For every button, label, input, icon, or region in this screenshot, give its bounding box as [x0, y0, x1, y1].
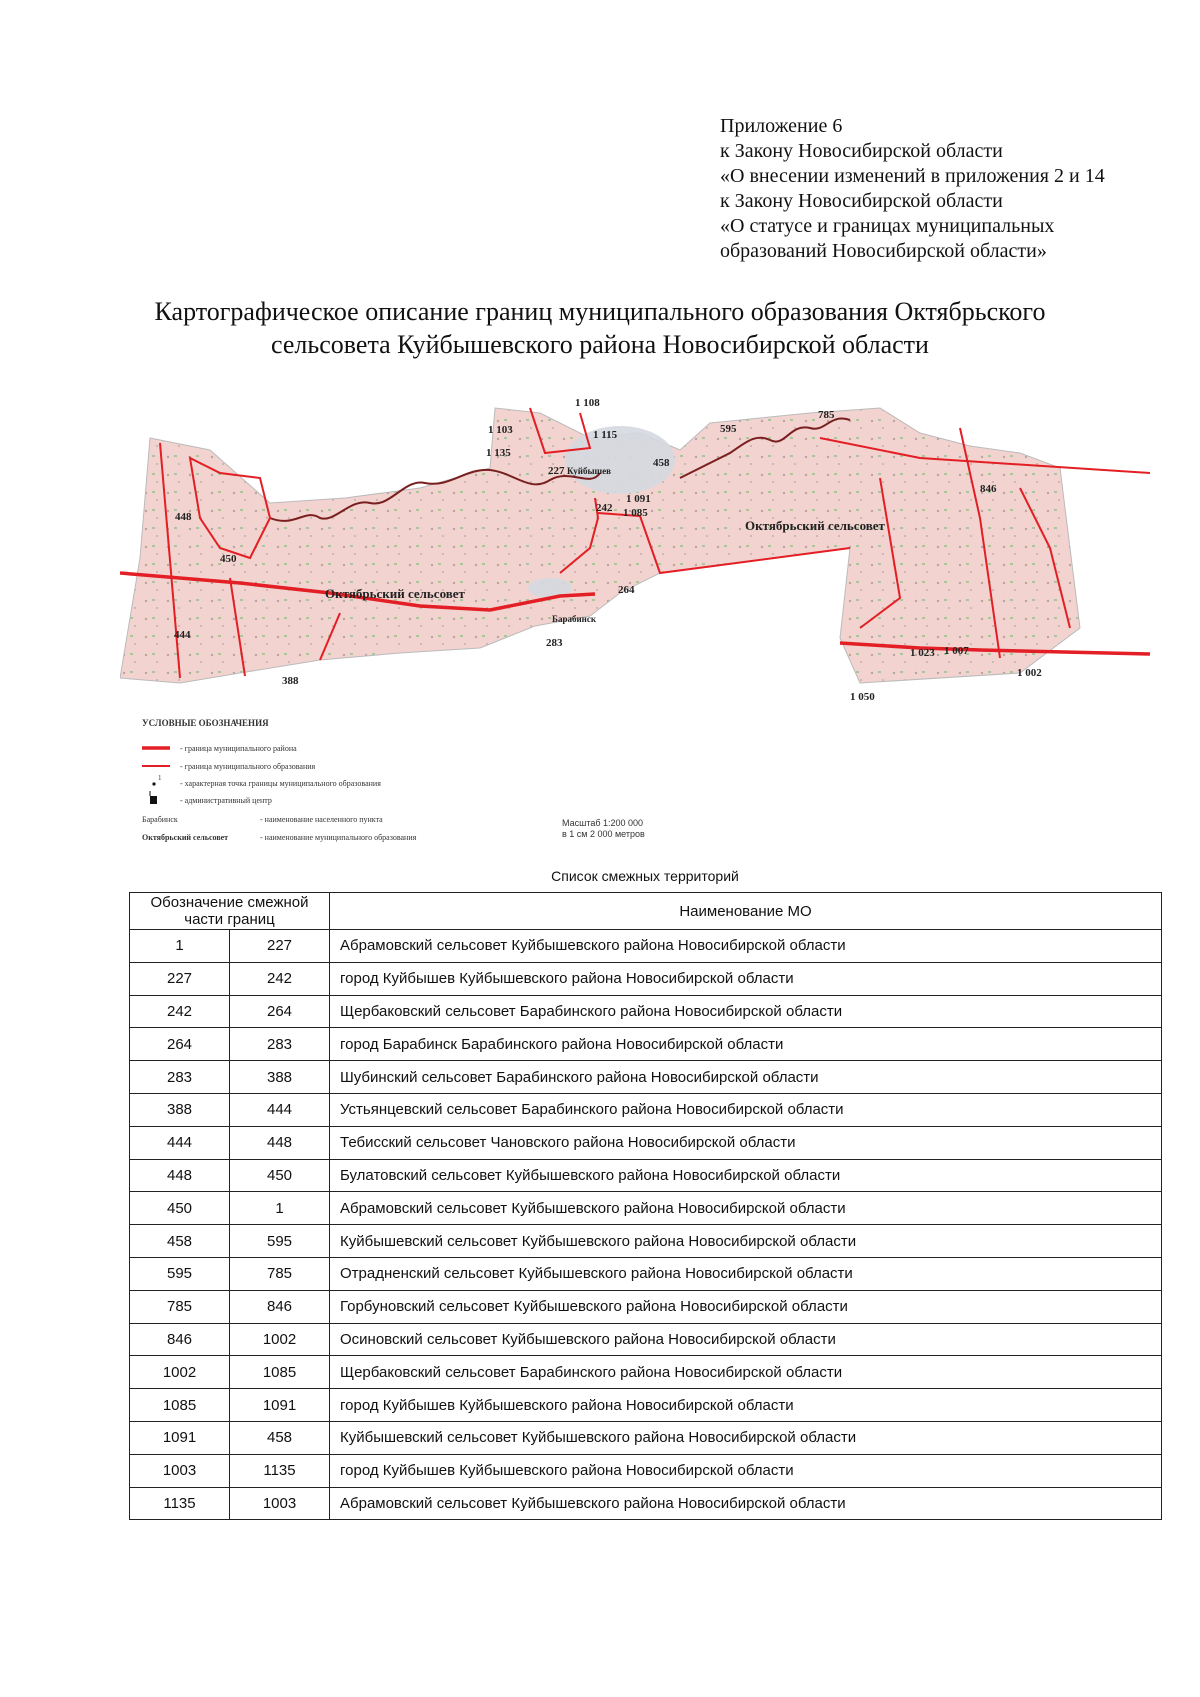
legend-point-text: - характерная точка границы муниципального образования	[180, 779, 381, 788]
appendix-line: Приложение 6	[720, 115, 843, 137]
point-label-1135: 1 135	[486, 447, 511, 459]
row-to-point: 1091	[230, 1389, 330, 1422]
row-to-point: 242	[230, 962, 330, 995]
point-label-595: 595	[720, 423, 737, 435]
point-label-227: 227	[548, 465, 565, 477]
row-mo-name: город Барабинск Барабинского района Новосибирской области	[330, 1028, 1162, 1061]
point-label-388: 388	[282, 675, 299, 687]
point-label-444: 444	[174, 629, 191, 641]
mo-name-east: Октябрьский сельсовет	[745, 518, 885, 533]
row-from-point: 595	[130, 1257, 230, 1290]
row-from-point: 450	[130, 1192, 230, 1225]
legend-admin-text: - административный центр	[180, 796, 272, 805]
point-label-450: 450	[220, 553, 237, 565]
scale-ratio: Масштаб 1:200 000	[562, 818, 644, 828]
point-label-1091: 1 091	[626, 493, 651, 505]
row-to-point: 785	[230, 1257, 330, 1290]
admin-center-icon	[150, 791, 157, 804]
table-row	[130, 1028, 1162, 1061]
legend-title: УСЛОВНЫЕ ОБОЗНАЧЕНИЯ	[142, 718, 269, 728]
point-label-242: 242	[596, 502, 613, 514]
point-label-1085: 1 085	[623, 507, 648, 519]
table-row	[130, 1257, 1162, 1290]
row-mo-name: Булатовский сельсовет Куйбышевского района Новосибирской области	[330, 1159, 1162, 1192]
point-label-1007: 1 007	[944, 645, 969, 657]
row-from-point: 444	[130, 1126, 230, 1159]
row-from-point: 227	[130, 962, 230, 995]
legend-mo-name-text: - наименование муниципального образования	[260, 833, 417, 842]
row-from-point: 388	[130, 1093, 230, 1126]
table-row	[130, 1159, 1162, 1192]
table-row	[130, 962, 1162, 995]
row-to-point: 458	[230, 1421, 330, 1454]
legend-settlement-sample: Барабинск	[142, 815, 178, 824]
row-mo-name: Абрамовский сельсовет Куйбышевского района Новосибирской области	[330, 1487, 1162, 1520]
row-from-point: 1002	[130, 1356, 230, 1389]
document-title-line-2: сельсовета Куйбышевского района Новосибирской области	[271, 330, 929, 359]
table-row	[130, 1061, 1162, 1094]
row-to-point: 283	[230, 1028, 330, 1061]
row-to-point: 450	[230, 1159, 330, 1192]
settlement-name-barabinsk: Барабинск	[552, 614, 597, 624]
header-boundary-points: Обозначение смежной части границ	[130, 893, 330, 930]
point-label-1115: 1 115	[593, 429, 618, 441]
row-mo-name: Абрамовский сельсовет Куйбышевского района Новосибирской области	[330, 930, 1162, 963]
row-to-point: 227	[230, 930, 330, 963]
point-label-1023: 1 023	[910, 647, 935, 659]
legend-settlement-text: - наименование населенного пункта	[260, 815, 383, 824]
table-row	[130, 1290, 1162, 1323]
point-label-846: 846	[980, 483, 997, 495]
table-row	[130, 1126, 1162, 1159]
point-label-264: 264	[618, 584, 635, 596]
table-row	[130, 995, 1162, 1028]
row-from-point: 448	[130, 1159, 230, 1192]
table-row	[130, 1389, 1162, 1422]
row-from-point: 1	[130, 930, 230, 963]
table-row	[130, 1323, 1162, 1356]
row-from-point: 264	[130, 1028, 230, 1061]
boundary-map-svg	[120, 398, 1150, 714]
row-from-point: 1003	[130, 1454, 230, 1487]
row-to-point: 388	[230, 1061, 330, 1094]
row-from-point: 846	[130, 1323, 230, 1356]
point-label-1103: 1 103	[488, 424, 513, 436]
row-to-point: 846	[230, 1290, 330, 1323]
table-row	[130, 1093, 1162, 1126]
row-mo-name: Шубинский сельсовет Барабинского района Новосибирской области	[330, 1061, 1162, 1094]
row-mo-name: Горбуновский сельсовет Куйбышевского района Новосибирской области	[330, 1290, 1162, 1323]
map-scale	[562, 818, 645, 840]
row-mo-name: Тебисский сельсовет Чановского района Новосибирской области	[330, 1126, 1162, 1159]
point-label-283: 283	[546, 637, 563, 649]
point-label-458: 458	[653, 457, 670, 469]
legend-point-icon	[152, 782, 155, 785]
row-mo-name: Абрамовский сельсовет Куйбышевского района Новосибирской области	[330, 1192, 1162, 1225]
row-from-point: 1085	[130, 1389, 230, 1422]
adjacent-territories-table	[129, 892, 1162, 1520]
boundary-map	[120, 398, 1150, 714]
table-body	[130, 930, 1162, 1520]
scale-description: в 1 см 2 000 метров	[562, 829, 645, 839]
row-mo-name: город Куйбышев Куйбышевского района Новосибирской области	[330, 962, 1162, 995]
table-row	[130, 1487, 1162, 1520]
adjacent-list-title: Список смежных территорий	[551, 868, 739, 884]
row-mo-name: Устьянцевский сельсовет Барабинского района Новосибирской области	[330, 1093, 1162, 1126]
row-mo-name: Щербаковский сельсовет Барабинского района Новосибирской области	[330, 995, 1162, 1028]
row-from-point: 283	[130, 1061, 230, 1094]
row-mo-name: Куйбышевский сельсовет Куйбышевского района Новосибирской области	[330, 1225, 1162, 1258]
row-mo-name: Щербаковский сельсовет Барабинского района Новосибирской области	[330, 1356, 1162, 1389]
appendix-line: образований Новосибирской области»	[720, 240, 1047, 262]
point-label-1050: 1 050	[850, 691, 875, 703]
appendix-line: «О внесении изменений в приложения 2 и 14	[720, 165, 1105, 187]
row-from-point: 785	[130, 1290, 230, 1323]
table-row	[130, 1192, 1162, 1225]
point-label-785: 785	[818, 409, 835, 421]
appendix-header	[720, 114, 1180, 264]
row-to-point: 595	[230, 1225, 330, 1258]
row-to-point: 1135	[230, 1454, 330, 1487]
table-header-row	[130, 893, 1162, 930]
point-label-1108: 1 108	[575, 398, 600, 409]
header-mo-name: Наименование МО	[330, 893, 1162, 930]
row-to-point: 1	[230, 1192, 330, 1225]
mo-name-west: Октябрьский сельсовет	[325, 586, 465, 601]
row-to-point: 1085	[230, 1356, 330, 1389]
row-to-point: 448	[230, 1126, 330, 1159]
row-from-point: 242	[130, 995, 230, 1028]
row-to-point: 1003	[230, 1487, 330, 1520]
row-mo-name: город Куйбышев Куйбышевского района Новосибирской области	[330, 1454, 1162, 1487]
appendix-line: к Закону Новосибирской области	[720, 190, 1003, 212]
table-row	[130, 930, 1162, 963]
table-row	[130, 1421, 1162, 1454]
document-title	[60, 295, 1140, 361]
legend-mo-sample: Октябрьский сельсовет	[142, 833, 229, 842]
document-title-line-1: Картографическое описание границ муниципального образования Октябрьского	[154, 297, 1046, 326]
table-row	[130, 1356, 1162, 1389]
point-label-1002: 1 002	[1017, 667, 1042, 679]
row-from-point: 1091	[130, 1421, 230, 1454]
table-row	[130, 1225, 1162, 1258]
legend-point-number: 1	[158, 774, 162, 782]
row-mo-name: город Куйбышев Куйбышевского района Новосибирской области	[330, 1389, 1162, 1422]
row-mo-name: Куйбышевский сельсовет Куйбышевского района Новосибирской области	[330, 1421, 1162, 1454]
appendix-line: «О статусе и границах муниципальных	[720, 215, 1055, 237]
settlement-name-kuibyshev: Куйбышев	[567, 466, 611, 476]
row-to-point: 264	[230, 995, 330, 1028]
legend-mo-text: - граница муниципального образования	[180, 762, 316, 771]
row-mo-name: Отрадненский сельсовет Куйбышевского района Новосибирской области	[330, 1257, 1162, 1290]
row-from-point: 458	[130, 1225, 230, 1258]
row-to-point: 444	[230, 1093, 330, 1126]
point-label-448: 448	[175, 511, 192, 523]
table-row	[130, 1454, 1162, 1487]
legend-district-text: - граница муниципального района	[180, 744, 297, 753]
row-mo-name: Осиновский сельсовет Куйбышевского района Новосибирской области	[330, 1323, 1162, 1356]
appendix-line: к Закону Новосибирской области	[720, 140, 1003, 162]
row-to-point: 1002	[230, 1323, 330, 1356]
row-from-point: 1135	[130, 1487, 230, 1520]
